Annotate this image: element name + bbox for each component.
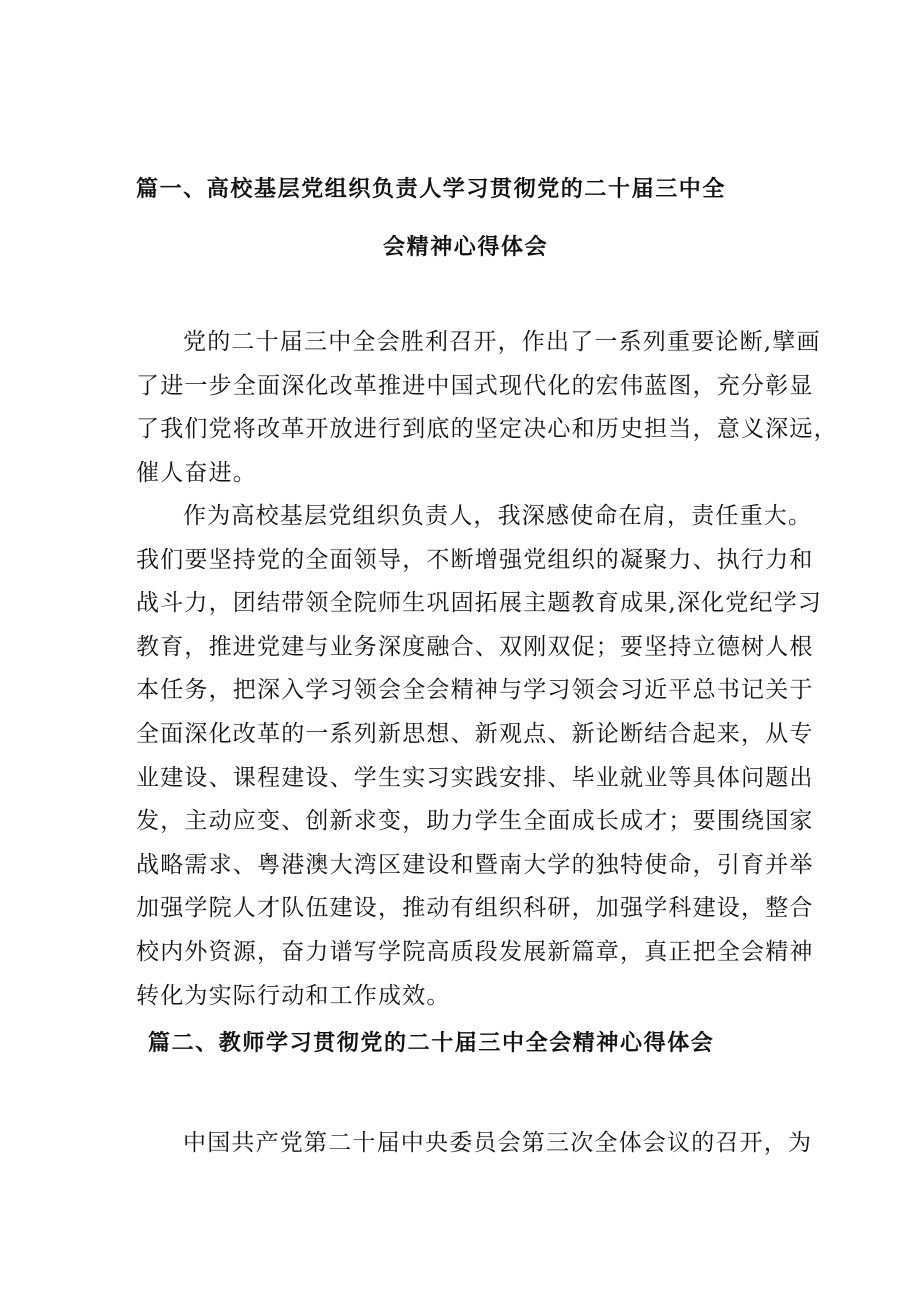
- paragraph-line: 党的二十届三中全会胜利召开，作出了一系列重要论断,擘画: [183, 329, 821, 355]
- paragraph-line: 加强学院人才队伍建设，推动有组织科研，加强学科建设，整合: [136, 895, 814, 922]
- article1-paragraph-1: [136, 321, 838, 495]
- paragraph-line: 教育，推进党建与业务深度融合、双刚双促；要坚持立德树人根: [136, 633, 814, 660]
- article1-title-line1: 篇一、高校基层党组织负责人学习贯彻党的二十届三中全: [136, 177, 727, 202]
- paragraph-line: 转化为实际行动和工作成效。: [136, 982, 451, 1009]
- paragraph-line: 发，主动应变、创新求变，助力学生全面成长成才；要围绕国家: [136, 808, 814, 835]
- paragraph-line: 校内外资源，奋力谱写学院高质段发展新篇章，真正把全会精神: [136, 938, 814, 965]
- paragraph-line: 催人奋进。: [136, 459, 257, 486]
- paragraph-line: 中国共产党第二十届中央委员会第三次全体会议的召开，为: [183, 1130, 813, 1156]
- paragraph-line: 了进一步全面深化改革推进中国式现代化的宏伟蓝图，充分彰显: [136, 372, 814, 399]
- paragraph-line: 本任务，把深入学习领会全会精神与学习领会习近平总书记关于: [136, 677, 814, 704]
- paragraph-line: 战斗力，团结带领全院师生巩固拓展主题教育成果,深化党纪学习: [136, 590, 823, 617]
- paragraph-line: 全面深化改革的一系列新思想、新观点、新论断结合起来，从专: [136, 720, 814, 747]
- paragraph-line: 战略需求、粤港澳大湾区建设和暨南大学的独特使命，引育并举: [136, 851, 814, 878]
- article1-paragraph-2: [136, 495, 822, 1018]
- article1-title-line2: 会精神心得体会: [383, 235, 549, 260]
- paragraph-line: 作为高校基层党组织负责人，我深感使命在肩，责任重大。: [183, 503, 813, 529]
- paragraph-line: 了我们党将改革开放进行到底的坚定决心和历史担当，意义深远，: [136, 416, 838, 443]
- paragraph-line: 我们要坚持党的全面领导，不断增强党组织的凝聚力、执行力和: [136, 546, 814, 573]
- article2-paragraph-1: [136, 1122, 812, 1166]
- article2-title: 篇二、教师学习贯彻党的二十届三中全会精神心得体会: [148, 1031, 715, 1056]
- paragraph-line: 业建设、课程建设、学生实习实践安排、毕业就业等具体问题出: [136, 764, 814, 791]
